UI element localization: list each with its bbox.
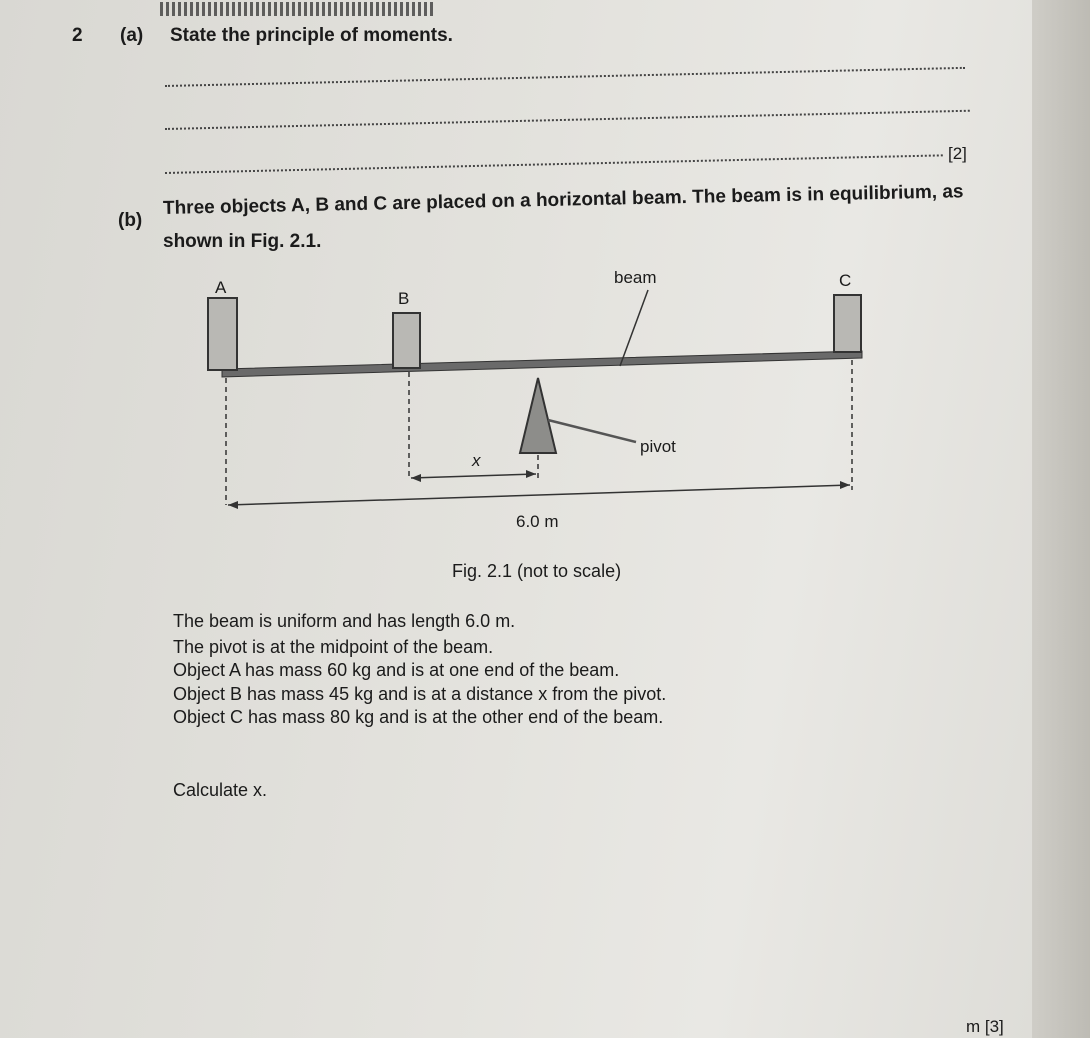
object-a <box>208 298 237 370</box>
part-b-text-line1: Three objects A, B and C are placed on a horizontal beam. The beam is in equilibrium, as <box>162 181 964 219</box>
part-a-text: State the principle of moments. <box>170 25 453 46</box>
label-c: C <box>839 271 852 290</box>
label-beam: beam <box>614 268 657 287</box>
beam <box>222 351 862 377</box>
figure-caption: Fig. 2.1 (not to scale) <box>452 561 622 581</box>
part-a-label: (a) <box>120 25 144 46</box>
part-b-label: (b) <box>118 210 143 231</box>
label-length: 6.0 m <box>516 512 559 531</box>
answer-suffix: m [3] <box>966 1017 1004 1036</box>
object-b <box>393 313 420 368</box>
question-number: 2 <box>72 25 83 46</box>
pivot-leader-line <box>548 420 636 442</box>
info-line: The beam is uniform and has length 6.0 m. <box>173 611 516 631</box>
length-dimension-line <box>228 485 850 505</box>
label-x: x <box>472 451 481 470</box>
label-b: B <box>398 289 410 308</box>
part-b-text-line2: shown in Fig. 2.1. <box>163 231 322 252</box>
instruction: Calculate x. <box>173 780 268 800</box>
label-pivot: pivot <box>640 437 676 456</box>
arrowhead <box>840 481 850 489</box>
x-dimension-line <box>411 474 536 478</box>
info-line: The pivot is at the midpoint of the beam. <box>173 637 494 657</box>
info-line: Object A has mass 60 kg and is at one end of the beam. <box>173 660 620 680</box>
beam-leader-line <box>620 290 648 366</box>
arrowhead <box>411 474 421 482</box>
part-a-marks: [2] <box>948 144 967 163</box>
object-c <box>834 295 861 352</box>
arrowhead <box>228 501 238 509</box>
label-a: A <box>215 278 227 297</box>
info-line: Object B has mass 45 kg and is at a distance x from the pivot. <box>173 684 667 704</box>
pivot <box>520 378 556 453</box>
arrowhead <box>526 470 536 478</box>
info-line: Object C has mass 80 kg and is at the other end of the beam. <box>173 707 664 727</box>
